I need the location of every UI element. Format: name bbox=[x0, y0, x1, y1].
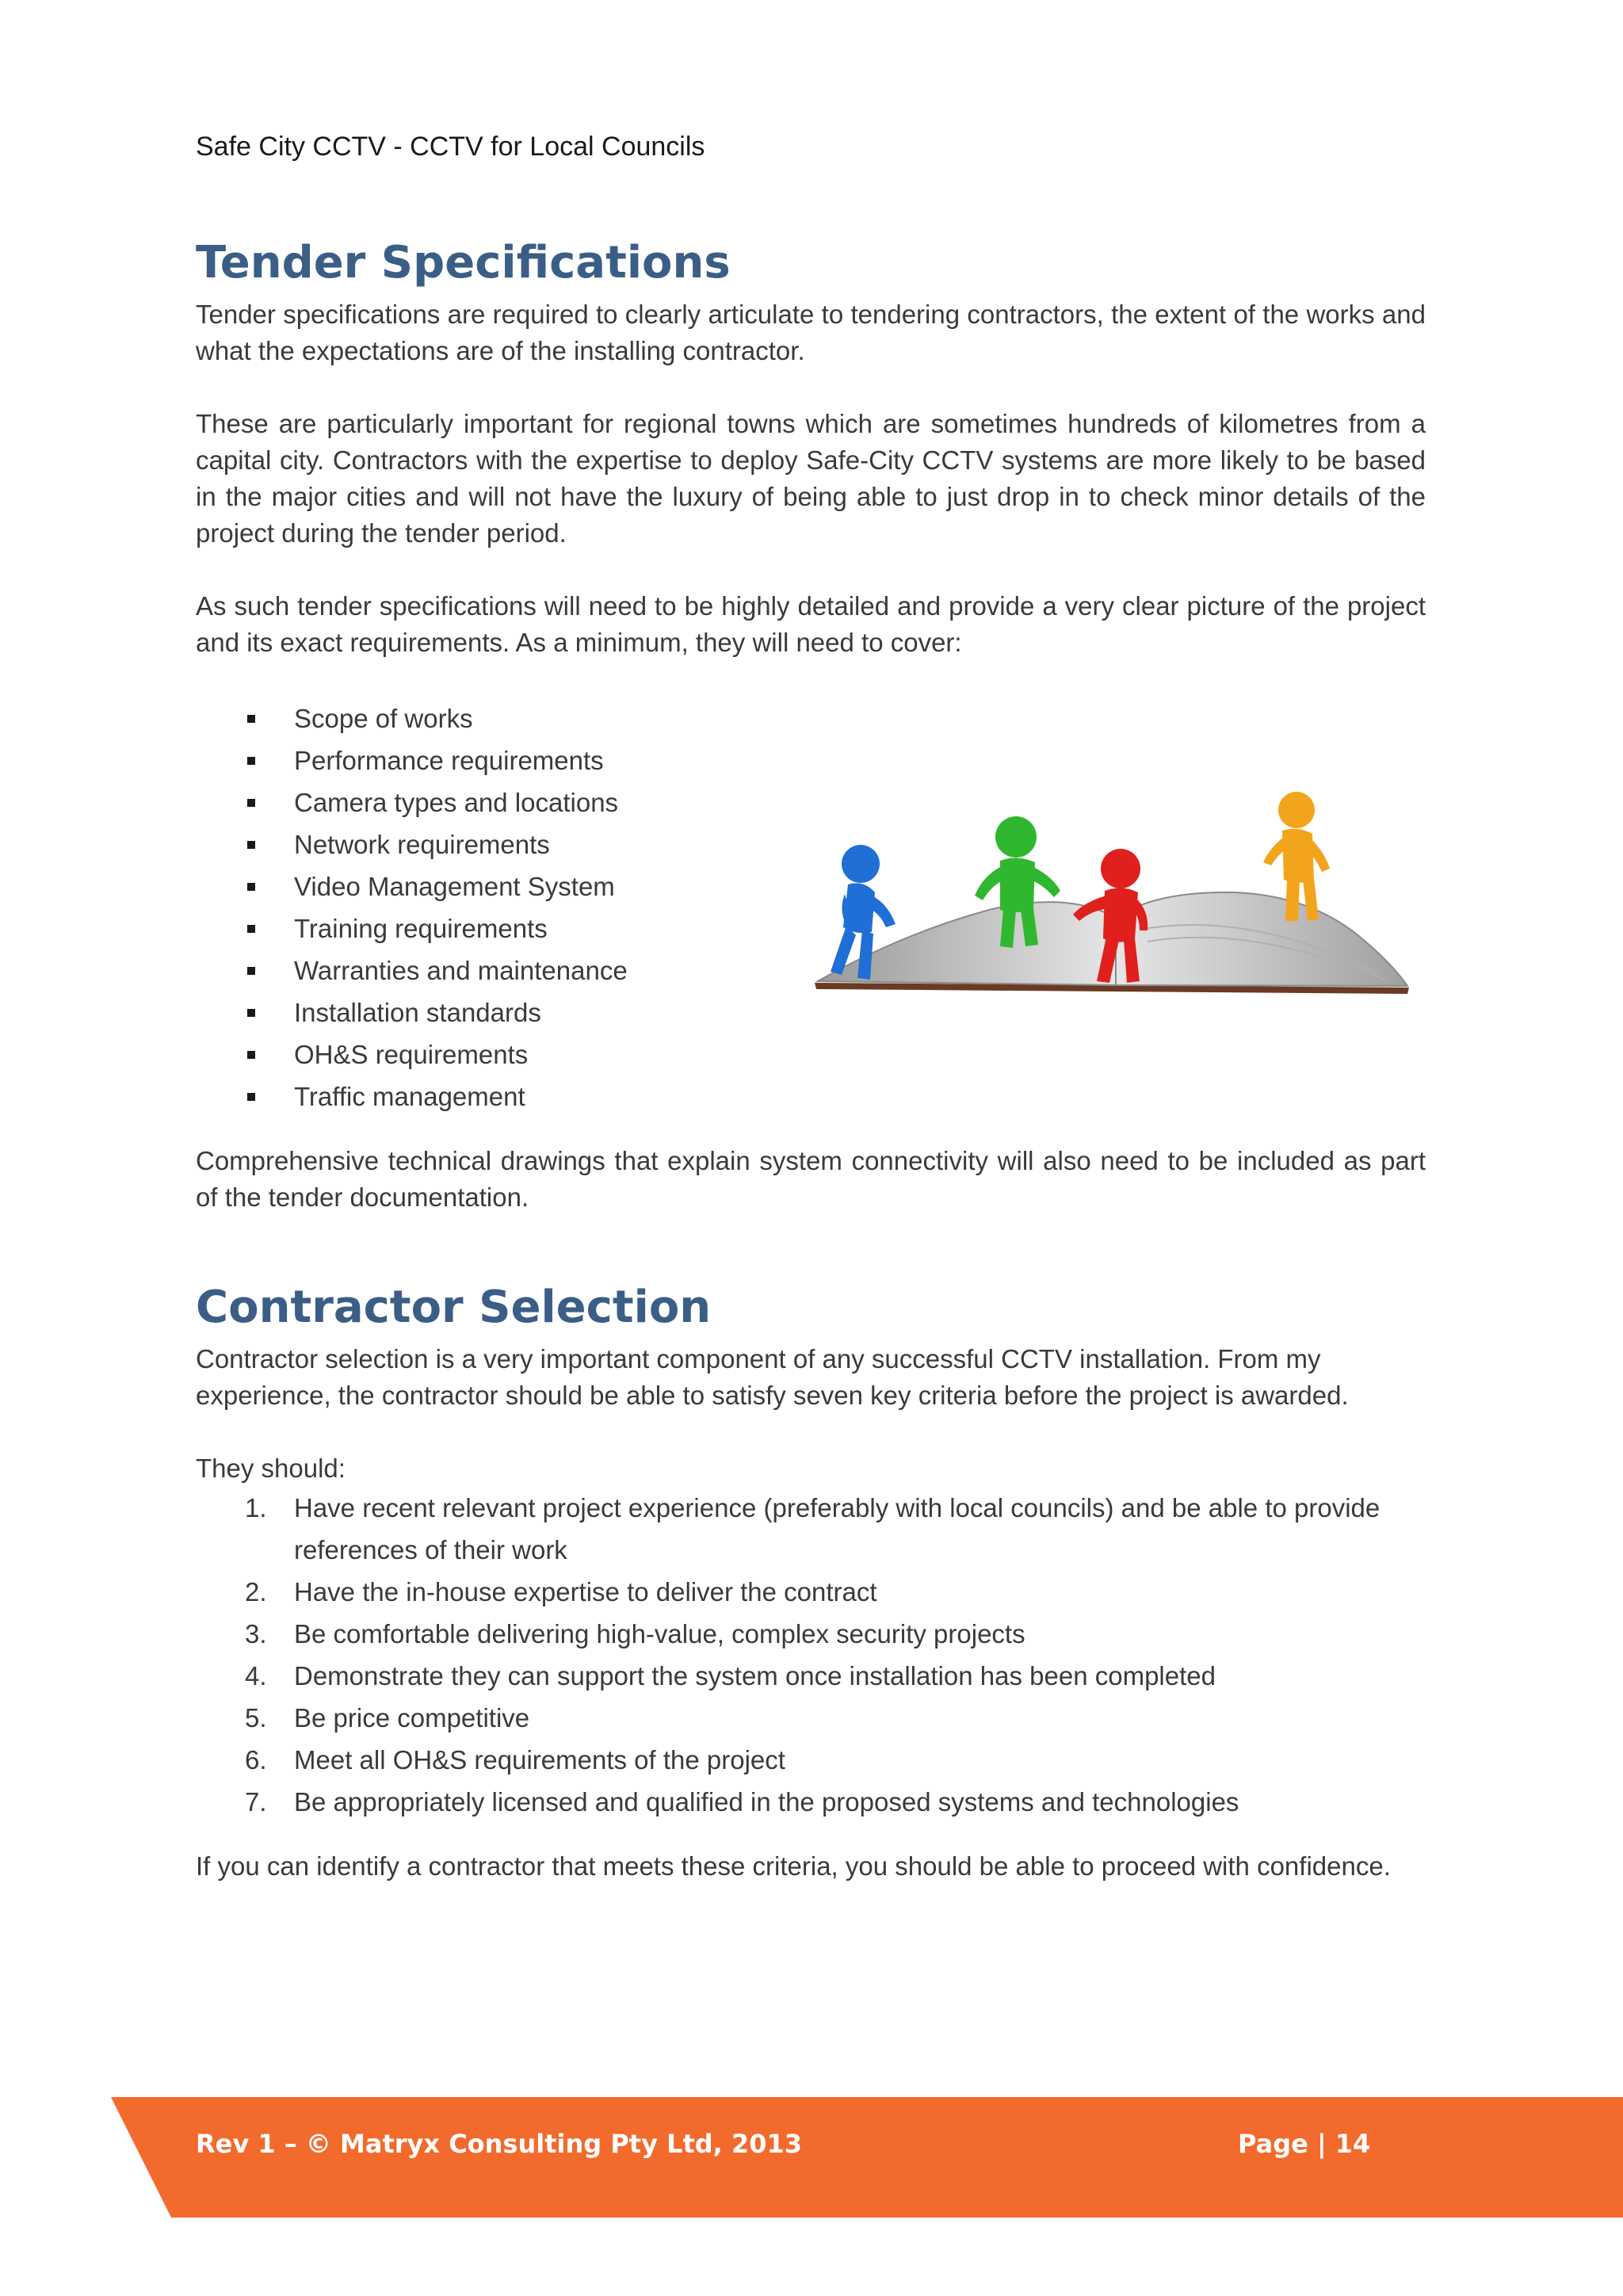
list-item: Warranties and maintenance bbox=[196, 949, 1426, 991]
list-item: Installation standards bbox=[196, 991, 1426, 1033]
list-item: Scope of works bbox=[196, 697, 1426, 739]
list-item: 4. Demonstrate they can support the system once installation has been completed bbox=[245, 1661, 1216, 1690]
bullet-icon bbox=[247, 757, 255, 765]
list-item: Traffic management bbox=[196, 1075, 1426, 1117]
footer-page-number: Page | 14 bbox=[1238, 2129, 1371, 2159]
bullet-icon bbox=[247, 1009, 255, 1017]
list-item: Network requirements bbox=[196, 823, 1426, 865]
people-on-book-illustration bbox=[807, 791, 1425, 1005]
bullet-icon bbox=[247, 841, 255, 849]
bullet-icon bbox=[247, 883, 255, 891]
list-item: 7. Be appropriately licensed and qualified in the proposed systems and technologies bbox=[245, 1787, 1239, 1817]
tender-paragraph-1: Tender specifications are required to clearly articulate to tendering contractors, the extent of the works and what the expectations are of the installing contractor. bbox=[196, 300, 1426, 365]
bullet-icon bbox=[247, 967, 255, 975]
running-header: Safe City CCTV - CCTV for Local Councils bbox=[196, 132, 705, 162]
footer-copyright: Rev 1 – © Matryx Consulting Pty Ltd, 2013 bbox=[196, 2129, 803, 2159]
contractor-lead: They should: bbox=[196, 1454, 346, 1483]
bullet-icon bbox=[247, 1051, 255, 1059]
tender-closing-paragraph: Comprehensive technical drawings that explain system connectivity will also need to be included as part of the tender documentation. bbox=[196, 1146, 1426, 1212]
contractor-section bbox=[196, 1282, 1426, 1885]
list-item: Video Management System bbox=[196, 865, 1426, 907]
tender-paragraph-3: As such tender specifications will need to be highly detailed and provide a very clear picture of the project and its exact requirements. As a minimum, they will need to cover: bbox=[196, 591, 1426, 657]
list-item: 1. Have recent relevant project experience (preferably with local councils) and be able to provide references of their work bbox=[245, 1493, 1381, 1564]
bullet-icon bbox=[247, 925, 255, 933]
tender-section bbox=[196, 238, 1426, 1216]
list-item: 3. Be comfortable delivering high-value, complex security projects bbox=[245, 1619, 1025, 1648]
contractor-heading: Contractor Selection bbox=[196, 1282, 712, 1333]
tender-heading: Tender Specifications bbox=[196, 237, 731, 288]
people-on-book-icon bbox=[807, 791, 1425, 1005]
contractor-closing: If you can identify a contractor that meets these criteria, you should be able to proceed with confidence. bbox=[196, 1851, 1391, 1881]
list-item: 5. Be price competitive bbox=[245, 1703, 530, 1733]
bullet-icon bbox=[247, 1093, 255, 1101]
list-item: Training requirements bbox=[196, 907, 1426, 949]
list-item: OH&S requirements bbox=[196, 1033, 1426, 1075]
list-item: 6. Meet all OH&S requirements of the project bbox=[245, 1745, 785, 1775]
page-footer bbox=[111, 2097, 1623, 2218]
list-item: 2. Have the in-house expertise to deliver the contract bbox=[245, 1577, 877, 1606]
list-item: Performance requirements bbox=[196, 739, 1426, 781]
contractor-criteria-list bbox=[196, 1487, 1426, 1823]
contractor-intro: Contractor selection is a very important component of any successful CCTV installation. From my experience, the contractor should be able to satisfy seven key criteria before the project is awarded. bbox=[196, 1344, 1349, 1410]
bullet-icon bbox=[247, 799, 255, 807]
tender-paragraph-2: These are particularly important for regional towns which are sometimes hundreds of kilometres from a capital city. Contractors with the expertise to deploy Safe-City CCTV systems are more likely to be based in the major cities and will not have the luxury of being able to just drop in to check minor details of the project during the tender period. bbox=[196, 409, 1426, 548]
list-item: Camera types and locations bbox=[196, 781, 1426, 823]
bullet-icon bbox=[247, 715, 255, 723]
